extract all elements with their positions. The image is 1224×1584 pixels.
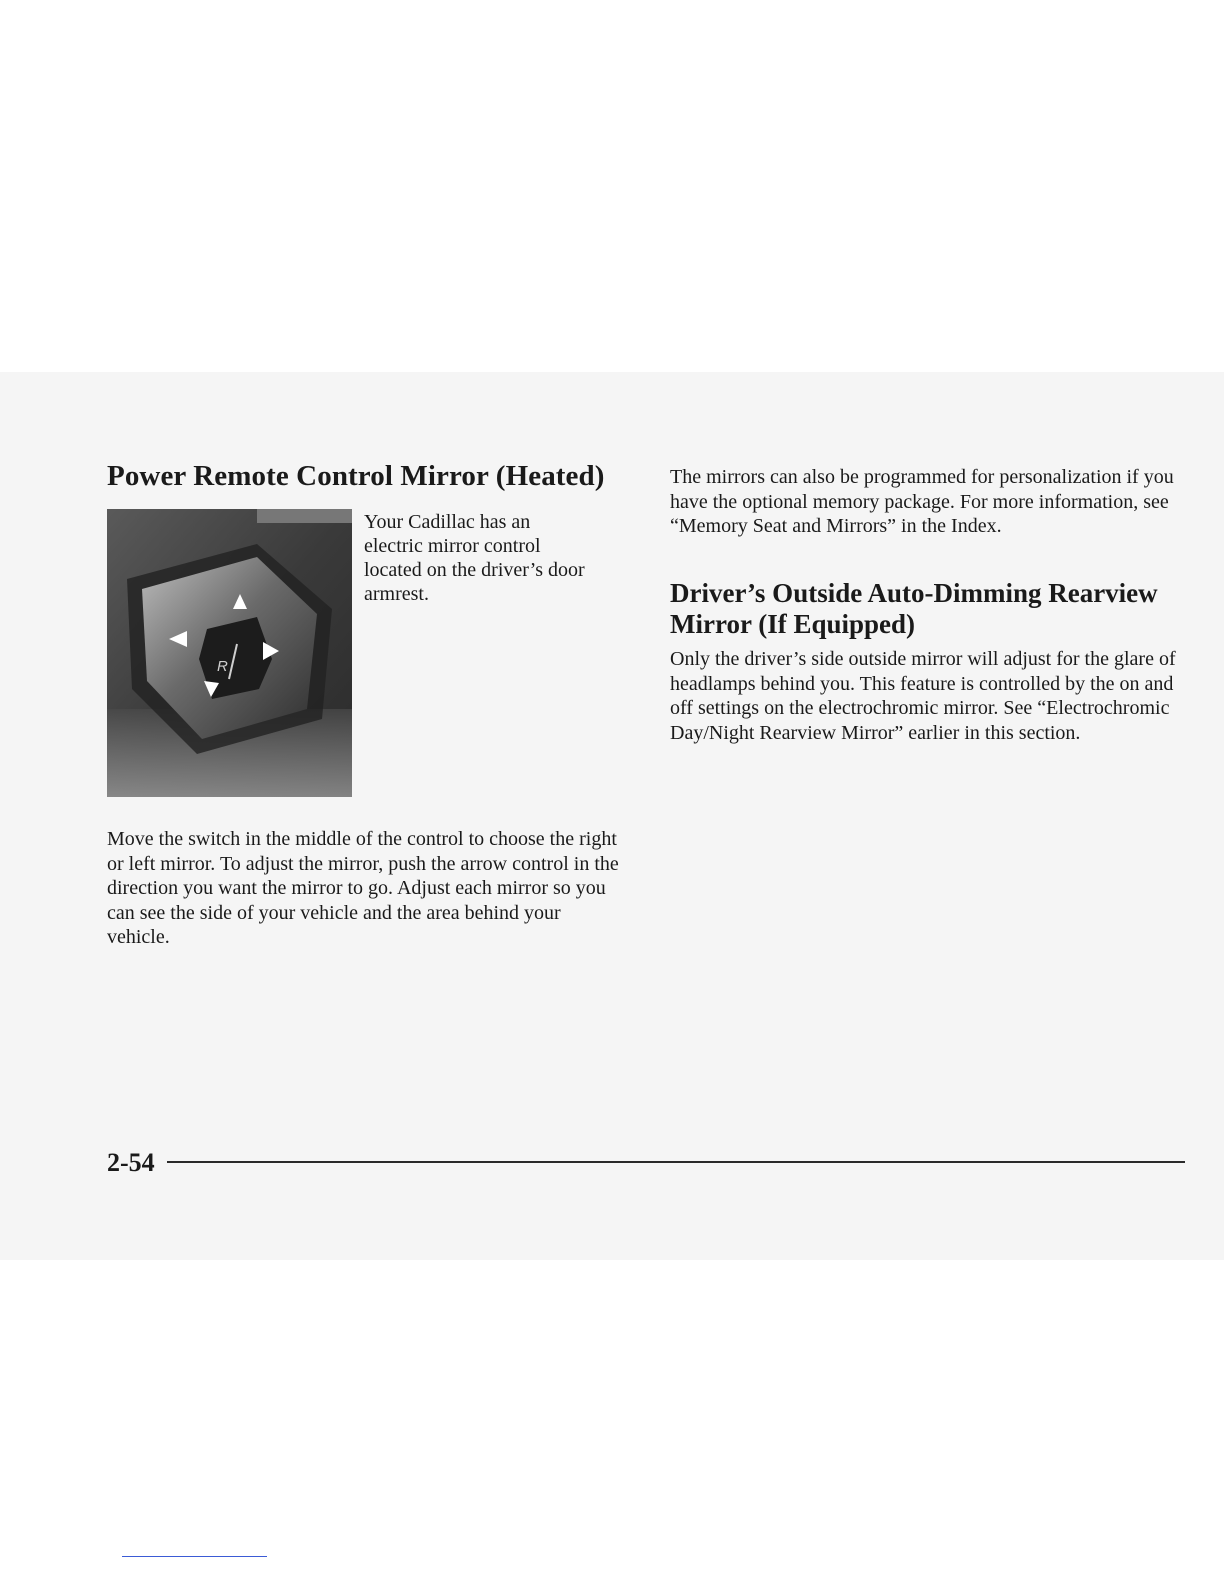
mirror-adjust-instructions: Move the switch in the middle of the control to choose the right or left mirror. To adjust the mirror, push the arrow control in the direction you want the mirror to go. Adjust each mirror so you can see the side of your vehicle and the area behind your vehicle.: [107, 828, 619, 949]
memory-personalization-note: The mirrors can also be programmed for personalization if you have the optional memory package. For more information, see “Memory Seat and Mirrors” in the Index.: [670, 466, 1174, 537]
page-number: 2-54: [107, 1148, 155, 1177]
switch-label-r: R: [217, 658, 228, 675]
footer-divider: [167, 1161, 1185, 1163]
bottom-divider: [122, 1556, 267, 1557]
section-heading-auto-dimming-mirror: Driver’s Outside Auto-Dimming Rearview Mirror (If Equipped): [670, 578, 1158, 639]
auto-dimming-description: Only the driver’s side outside mirror will adjust for the glare of headlamps behind you. This feature is controlled by the on and off settings on the electrochromic mirror. See “Electrochromic Day/Night Rearview Mirror” earlier in this section.: [670, 648, 1176, 744]
section-heading-heated-mirror: Power Remote Control Mirror (Heated): [107, 460, 605, 492]
mirror-control-intro: Your Cadillac has an electric mirror control located on the driver’s door armrest.: [364, 511, 585, 605]
mirror-control-photo: [107, 509, 352, 797]
